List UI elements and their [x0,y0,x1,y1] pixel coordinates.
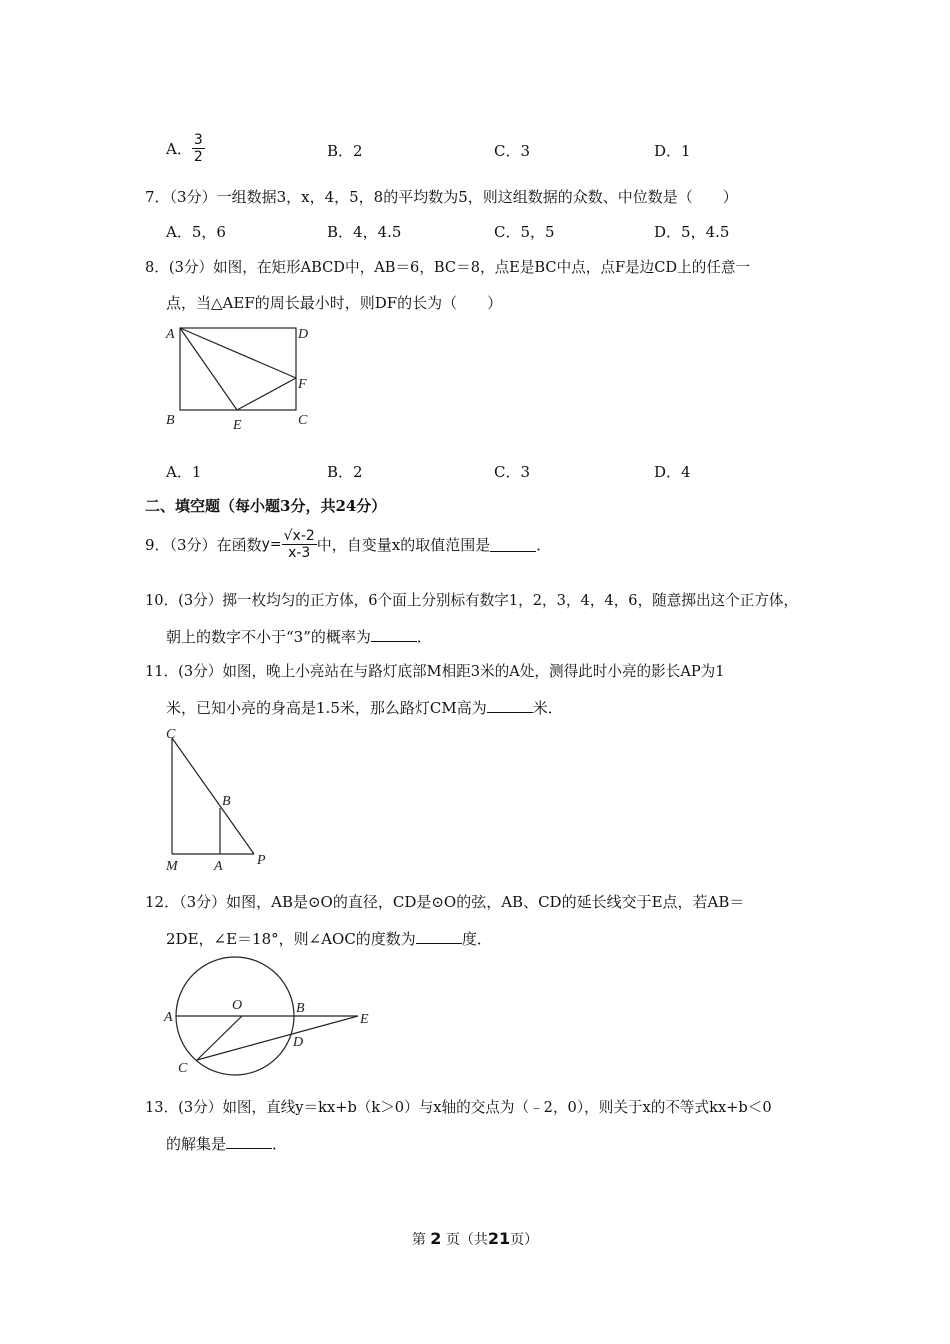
q8-label-d: D [298,327,309,342]
footer-mid: 页（共 [445,1232,488,1248]
q13-stem-line2 [166,1133,287,1154]
q7-option-d: D．5，4.5 [654,223,730,241]
q12-label-d: D [293,1035,304,1050]
q6-option-a-label: A． [166,140,192,158]
section-2-heading: 二、填空题（每小题3分，共24分） [145,497,387,515]
q12-stem-line2 [166,928,492,949]
q11-answer-blank[interactable] [487,698,533,713]
q13-stem-text: 的解集是 [166,1135,227,1153]
q6-option-d: D．1 [654,142,691,160]
q13-stem-line1: 13．(3分）如图，直线y＝kx+b（k＞0）与x轴的交点为（﹣2，0），则关于x的不等式kx+b＜0 [145,1099,772,1116]
q9-denominator: x-3 [288,545,311,561]
q10-stem-line1: 10．(3分）掷一枚均匀的正方体，6个面上分别标有数字1，2，3，4，4，6，随意掷出这个正方体， [145,592,799,609]
q11-label-m: M [166,859,178,874]
q8-label-a: A [166,327,175,342]
q11-lamp-figure [158,724,288,874]
q9-end: ． [536,536,552,554]
q12-label-o: O [232,998,243,1013]
q12-stem-text: 2DE，∠E＝18°，则∠AOC的度数为 [166,930,416,948]
q13-answer-blank[interactable] [226,1134,272,1149]
q12-label-c: C [178,1061,188,1076]
q13-end: ． [272,1135,288,1153]
footer-post: 页） [510,1232,539,1248]
q6-option-b: B．2 [327,142,363,160]
q8-label-c: C [298,413,308,428]
footer-pre: 第 [411,1232,426,1248]
q9-prefix: 9．（3分）在函数 [145,536,262,554]
q11-label-a: A [214,859,223,874]
q11-stem-text: 米，已知小亮的身高是1.5米，那么路灯CM高为 [166,699,487,717]
q8-rectangle-figure [160,320,340,435]
q9-numerator: √x-2 [283,528,315,544]
q10-answer-blank[interactable] [371,627,417,642]
q6-option-a [166,132,205,165]
q8-option-a: A．1 [166,463,202,481]
q11-label-c: C [166,727,176,742]
page-footer [0,1229,950,1249]
q8-stem-line1: 8．(3分）如图，在矩形ABCD中，AB＝6，BC＝8，点E是BC中点，点F是边CD上的任意一 [145,259,751,276]
q8-label-b: B [166,413,175,428]
q12-circle-figure [160,956,380,1076]
q9-stem [145,528,551,561]
q12-stem-line1: 12．（3分）如图，AB是⊙O的直径，CD是⊙O的弦，AB、CD的延长线交于E点，若AB＝ [145,893,745,911]
q8-rect-abcd [180,328,296,410]
q9-answer-blank[interactable] [490,537,536,552]
q8-segment-ef [237,378,296,410]
q7-option-b: B．4，4.5 [327,223,402,241]
q10-end: ． [416,628,432,646]
q8-label-e: E [233,418,242,433]
q11-label-p: P [257,853,266,868]
q7-stem: 7．（3分）一组数据3，x，4，5，8的平均数为5，则这组数据的众数、中位数是（ ） [145,188,738,206]
q6-option-a-fraction [192,132,205,165]
q11-segment-cp [172,738,254,854]
q6-frac-numerator: 3 [193,132,203,148]
q11-stem-line1: 11．(3分）如图，晚上小亮站在与路灯底部M相距3米的A处，测得此时小亮的影长AP为1 [145,663,725,680]
q8-option-b: B．2 [327,463,363,481]
q10-stem-text: 朝上的数字不小于“3”的概率为 [166,628,371,646]
q12-answer-blank[interactable] [416,929,462,944]
q11-label-b: B [222,794,231,809]
q8-option-c: C．3 [494,463,531,481]
q12-label-a: A [164,1010,173,1025]
q8-option-d: D．4 [654,463,691,481]
footer-total-pages: 21 [487,1229,511,1248]
q11-stem-line2 [166,697,563,718]
q8-label-f: F [298,377,307,392]
q12-label-e: E [360,1012,369,1027]
q10-stem-line2 [166,626,432,647]
q12-end: 度． [461,930,492,948]
q6-frac-denominator: 2 [193,149,203,165]
q6-option-c: C．3 [494,142,531,160]
q8-stem-line2: 点，当△AEF的周长最小时，则DF的长为（ ） [166,294,503,312]
q9-y: y= [261,536,282,553]
q9-fraction [282,528,317,561]
q9-suffix: 中，自变量x的取值范围是 [316,536,491,554]
q11-end: 米． [532,699,563,717]
q12-segment-ce [197,1016,358,1060]
q7-option-a: A．5，6 [166,223,226,241]
q12-label-b: B [296,1001,305,1016]
q7-option-c: C．5，5 [494,223,555,241]
footer-page-number: 2 [430,1229,442,1248]
